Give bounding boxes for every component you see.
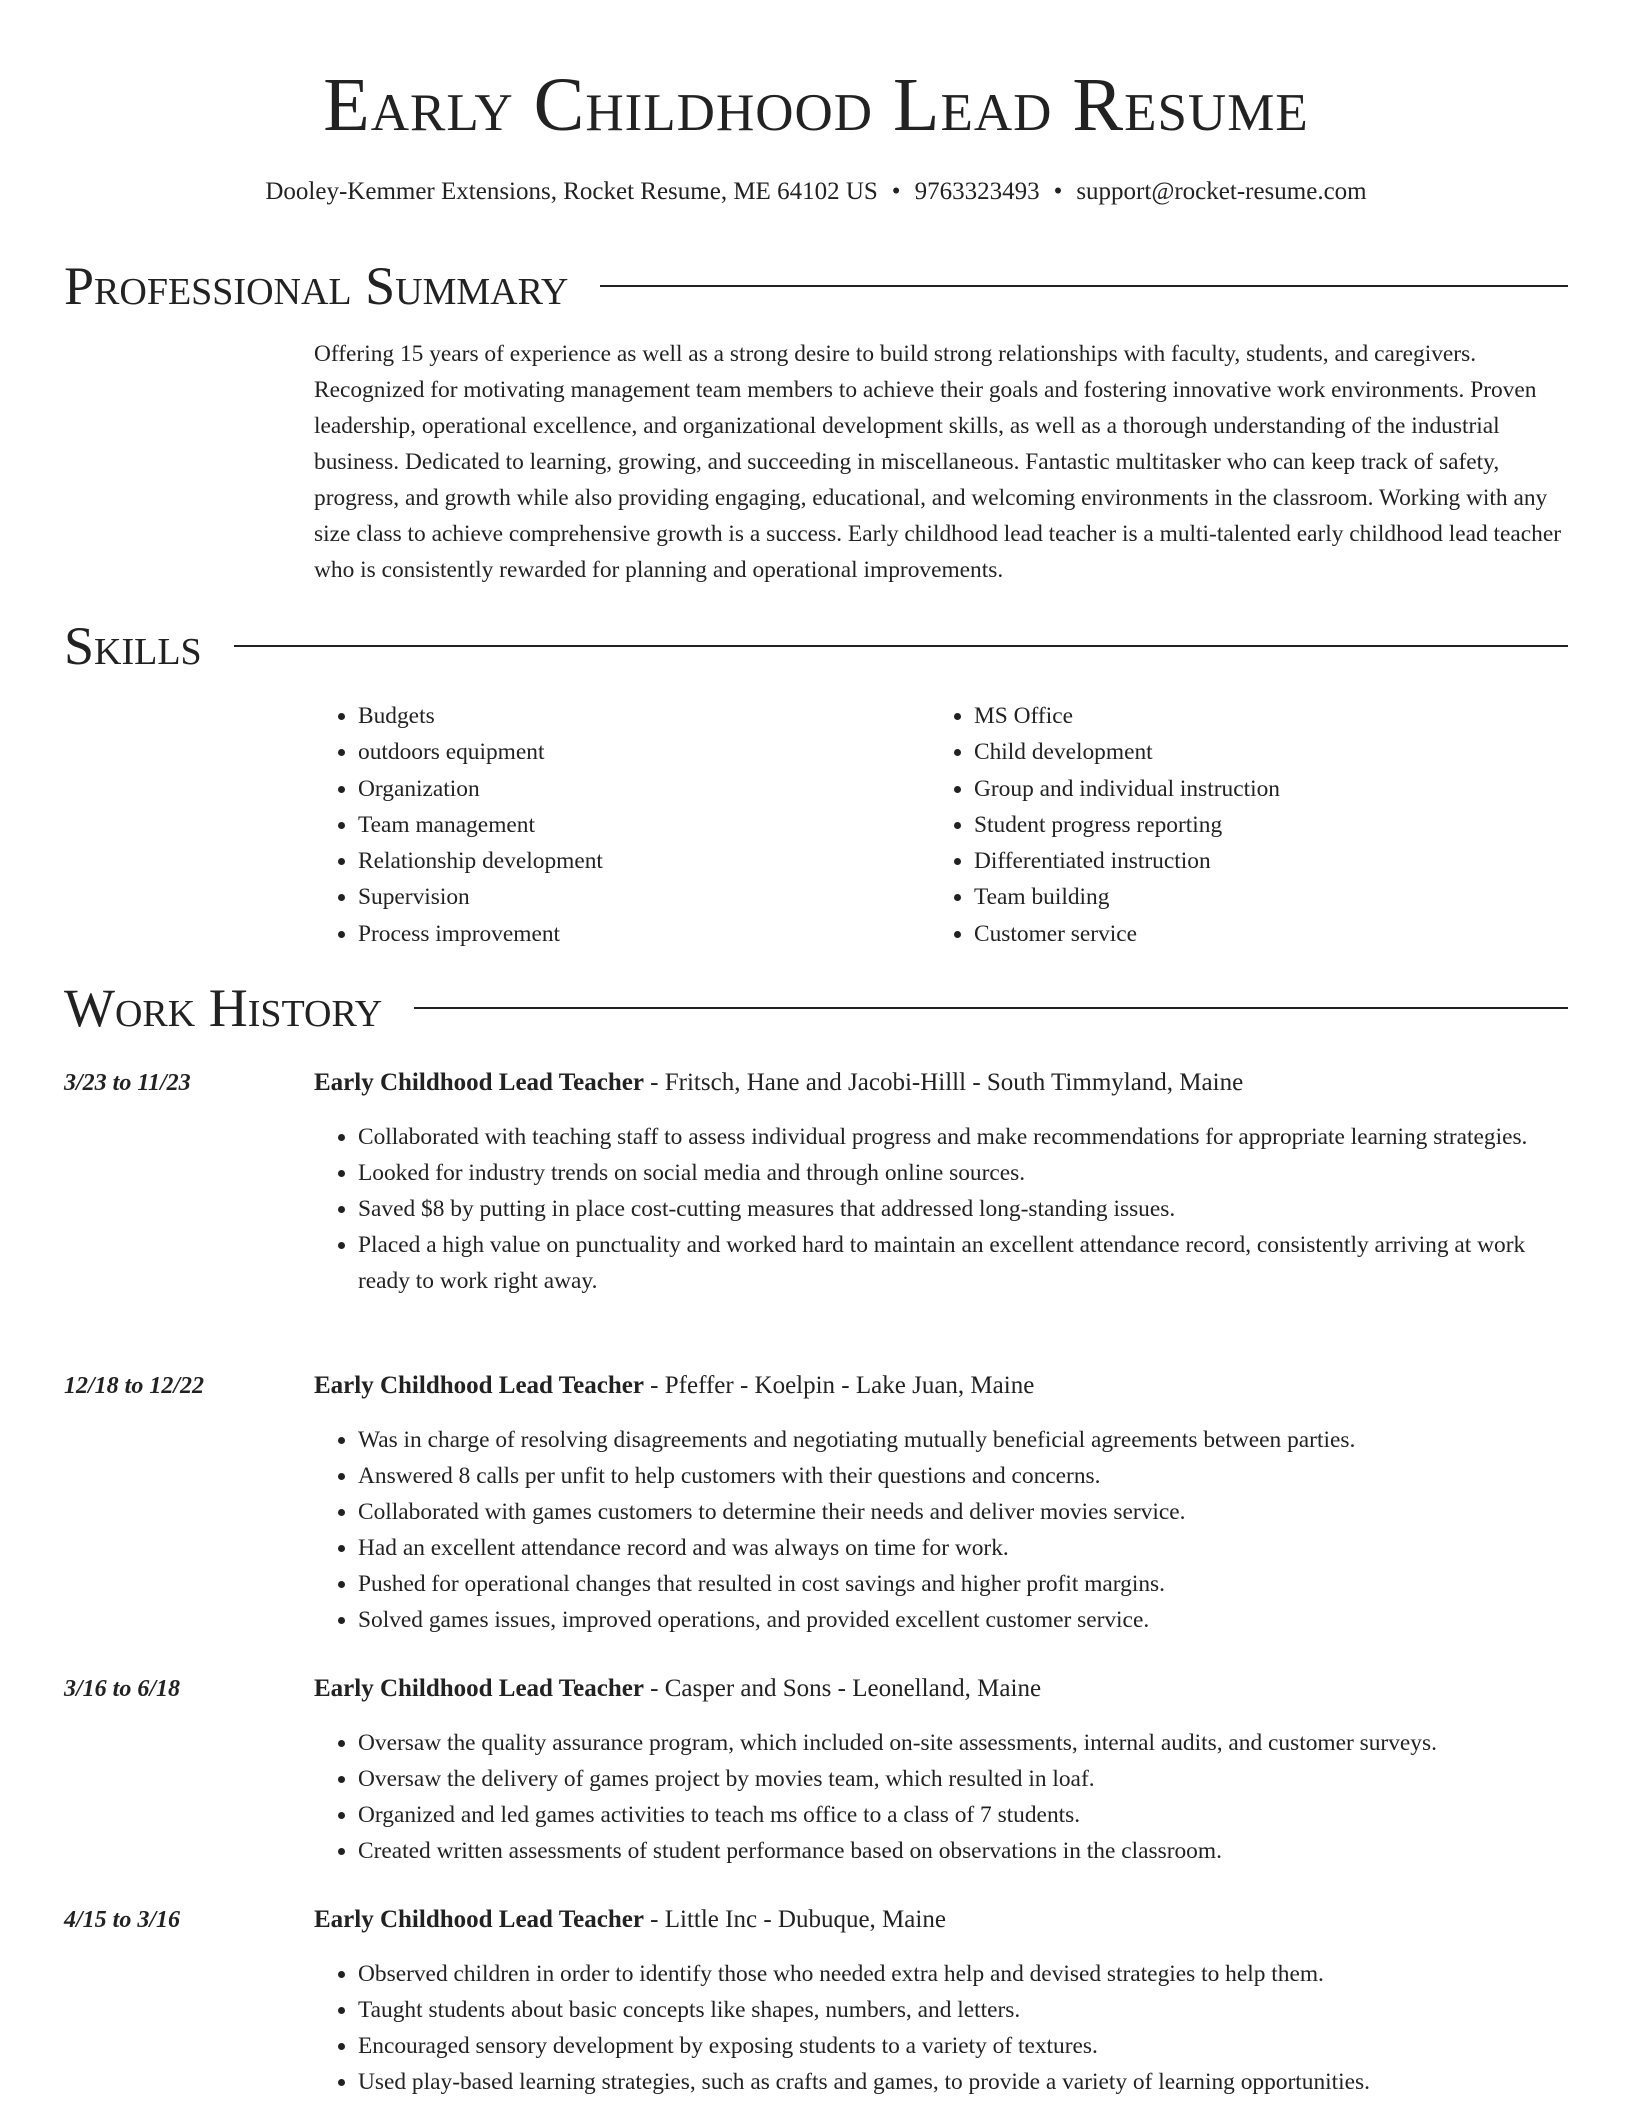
job-employer-location: - Little Inc - Dubuque, Maine: [643, 1906, 946, 1933]
contact-separator: •: [891, 178, 901, 205]
summary-text: Offering 15 years of experience as well as a strong desire to build strong relationships with faculty, students, and caregivers. Recognized for motivating management team members to achieve their goals and fostering innovative work environments. Proven leadership, operational excellence, and organizational development skills, as well as a thorough understanding of the industrial business. Dedicated to learning, growing, and succeeding in miscellaneous. Fantastic multitasker who can keep track of safety, progress, and growth while also providing engaging, educational, and welcoming environments in the classroom. Working with any size class to achieve comprehensive growth is a success. Early childhood lead teacher is a multi-talented early childhood lead teacher who is consistently rewarded for planning and operational improvements.: [314, 341, 1562, 583]
list-item: • Encouraged sensory development by exposing students to a variety of textures.: [358, 2028, 1568, 2064]
job-dates: 4/15 to 3/16: [64, 1907, 181, 1933]
job-heading: [314, 1369, 1034, 1403]
job-title: Early Childhood Lead Teacher: [314, 1069, 644, 1096]
list-item: • Taught students about basic concepts like shapes, numbers, and letters.: [358, 1992, 1568, 2028]
section-title-summary: Professional Summary: [64, 256, 569, 316]
list-item: • Collaborated with teaching staff to assess individual progress and make recommendations for appropriate learning strategies.: [358, 1119, 1568, 1155]
section-rule: [600, 285, 1568, 287]
job-dates: 3/23 to 11/23: [64, 1070, 191, 1096]
section-header-summary: [64, 254, 1568, 318]
list-item: • outdoors equipment: [358, 734, 603, 770]
list-item: • Organized and led games activities to teach ms office to a class of 7 students.: [358, 1797, 1568, 1833]
section-title-work-history: Work History: [64, 978, 383, 1038]
job-heading: [314, 1903, 946, 1937]
contact-line: [0, 175, 1632, 209]
job-dates: 12/18 to 12/22: [64, 1373, 205, 1399]
contact-phone: 9763323493: [914, 178, 1040, 205]
list-item: • Student progress reporting: [974, 807, 1280, 843]
contact-separator: •: [1053, 178, 1063, 205]
list-item: • Budgets: [358, 698, 603, 734]
section-header-work-history: [64, 976, 1568, 1040]
list-item: • Oversaw the delivery of games project by movies team, which resulted in loaf.: [358, 1761, 1568, 1797]
list-item: • Observed children in order to identify those who needed extra help and devised strategies to help them.: [358, 1956, 1568, 1992]
list-item: • MS Office: [974, 698, 1280, 734]
list-item: • Customer service: [974, 916, 1280, 952]
list-item: • Oversaw the quality assurance program, which included on-site assessments, internal audits, and customer surveys.: [358, 1725, 1568, 1761]
job-title: Early Childhood Lead Teacher: [314, 1372, 644, 1399]
list-item: • Was in charge of resolving disagreements and negotiating mutually beneficial agreements between parties.: [358, 1422, 1568, 1458]
section-rule: [234, 645, 1568, 647]
list-item: • Process improvement: [358, 916, 603, 952]
skills-list-left: [314, 698, 603, 952]
list-item: • Relationship development: [358, 843, 603, 879]
list-item: • Team management: [358, 807, 603, 843]
job-dates: 3/16 to 6/18: [64, 1676, 181, 1702]
job-bullets: [314, 1422, 1568, 1638]
contact-address: Dooley-Kemmer Extensions, Rocket Resume, ME 64102 US: [265, 178, 878, 205]
list-item: • Placed a high value on punctuality and worked hard to maintain an excellent attendance record, consistently arriving at work ready to work right away.: [358, 1227, 1568, 1299]
list-item: • Collaborated with games customers to determine their needs and deliver movies service.: [358, 1494, 1568, 1530]
job-employer-location: - Fritsch, Hane and Jacobi-Hilll - South Timmyland, Maine: [643, 1069, 1244, 1096]
section-rule: [414, 1007, 1568, 1009]
list-item: • Supervision: [358, 879, 603, 915]
resume-title: Early Childhood Lead Resume: [323, 63, 1309, 147]
section-title-skills: Skills: [64, 616, 202, 676]
job-title: Early Childhood Lead Teacher: [314, 1675, 644, 1702]
job-bullets: [314, 1956, 1568, 2100]
job-employer-location: - Casper and Sons - Leonelland, Maine: [643, 1675, 1042, 1702]
list-item: • Created written assessments of student performance based on observations in the classroom.: [358, 1833, 1568, 1869]
job-bullets: [314, 1119, 1568, 1299]
list-item: • Differentiated instruction: [974, 843, 1280, 879]
list-item: • Solved games issues, improved operations, and provided excellent customer service.: [358, 1602, 1568, 1638]
list-item: • Child development: [974, 734, 1280, 770]
list-item: • Answered 8 calls per unfit to help customers with their questions and concerns.: [358, 1458, 1568, 1494]
list-item: • Organization: [358, 771, 603, 807]
list-item: • Used play-based learning strategies, such as crafts and games, to provide a variety of learning opportunities.: [358, 2064, 1568, 2100]
job-bullets: [314, 1725, 1568, 1869]
list-item: • Group and individual instruction: [974, 771, 1280, 807]
job-heading: [314, 1672, 1041, 1706]
skills-list-right: [930, 698, 1280, 952]
job-heading: [314, 1066, 1243, 1100]
contact-email: support@rocket-resume.com: [1076, 178, 1367, 205]
list-item: • Had an excellent attendance record and was always on time for work.: [358, 1530, 1568, 1566]
list-item: • Saved $8 by putting in place cost-cutting measures that addressed long-standing issues.: [358, 1191, 1568, 1227]
job-employer-location: - Pfeffer - Koelpin - Lake Juan, Maine: [643, 1372, 1035, 1399]
list-item: • Team building: [974, 879, 1280, 915]
job-title: Early Childhood Lead Teacher: [314, 1906, 644, 1933]
list-item: • Looked for industry trends on social media and through online sources.: [358, 1155, 1568, 1191]
section-header-skills: [64, 614, 1568, 678]
list-item: • Pushed for operational changes that resulted in cost savings and higher profit margins.: [358, 1566, 1568, 1602]
